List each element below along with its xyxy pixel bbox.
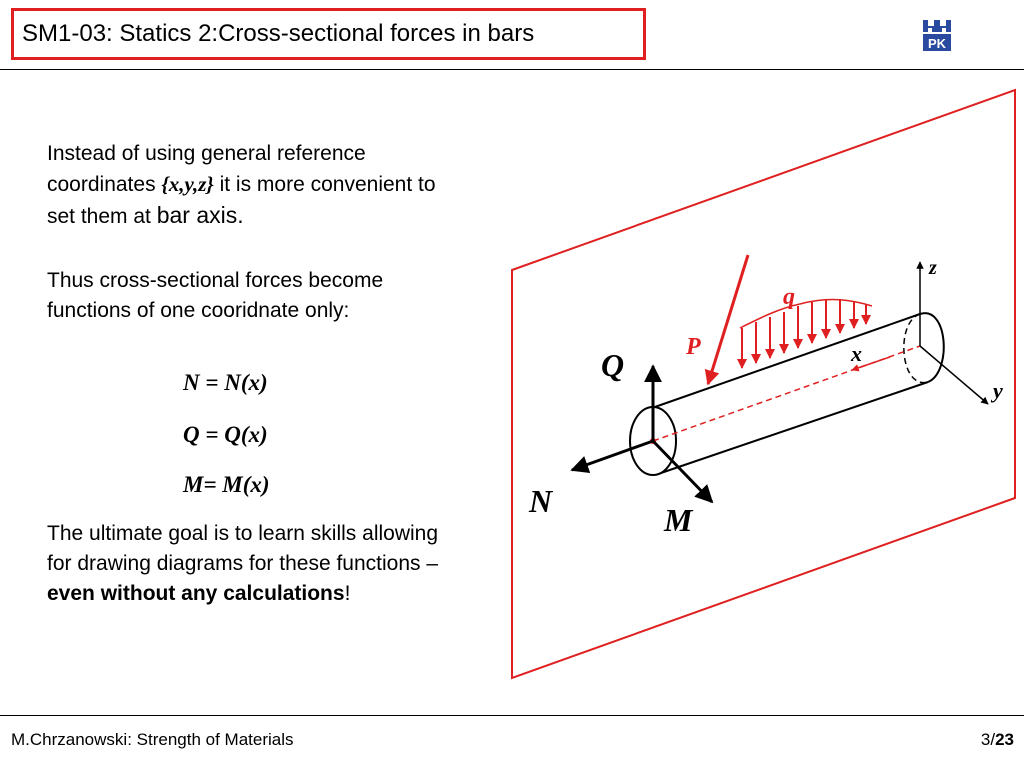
intro-text-2: it is more convenient to set them at xyxy=(47,173,436,228)
label-moment-m: M xyxy=(664,502,693,538)
coords-symbol: {x,y,z} xyxy=(161,172,214,196)
label-x: x xyxy=(851,341,862,366)
distributed-load-curve xyxy=(740,300,872,328)
intro-text: Instead of using general reference coordinates xyxy=(47,142,366,196)
logo-text: PK xyxy=(927,36,947,51)
page-number: 3/23 xyxy=(980,730,1014,749)
equation-m: M= M(x) xyxy=(183,472,270,497)
goal-text-end: ! xyxy=(344,582,351,605)
equation-q: Q = Q(x) xyxy=(183,422,268,447)
bar-bottom-edge xyxy=(658,382,928,474)
label-p: P xyxy=(686,334,701,360)
y-axis xyxy=(920,346,988,404)
distributed-load-arrows xyxy=(742,299,866,368)
goal-text: The ultimate goal is to learn skills allowing for drawing diagrams for these functions – xyxy=(47,522,439,575)
bar-far-end-back xyxy=(904,314,928,383)
equation-n: N = N(x) xyxy=(183,370,268,395)
paragraph-functions: Thus cross-sectional forces become functions of one cooridnate only: xyxy=(47,269,384,322)
label-q: q xyxy=(783,284,795,310)
current-page: 3 xyxy=(980,730,991,749)
footer-divider xyxy=(0,715,1024,716)
footer-author: M.Chrzanowski: Strength of Materials xyxy=(11,730,294,749)
total-pages: 23 xyxy=(995,730,1014,749)
cutting-plane xyxy=(512,90,1015,678)
bar-axis-text: bar axis. xyxy=(156,202,244,228)
bar-far-end-front xyxy=(920,313,944,382)
slide-title: SM1-03: Statics 2:Cross-sectional forces in bars xyxy=(22,20,535,47)
label-y: y xyxy=(993,378,1003,403)
label-shear-q: Q xyxy=(601,347,625,383)
label-normal-n: N xyxy=(529,483,553,519)
label-z: z xyxy=(929,257,937,279)
goal-bold-text: even without any calculations xyxy=(47,582,345,605)
